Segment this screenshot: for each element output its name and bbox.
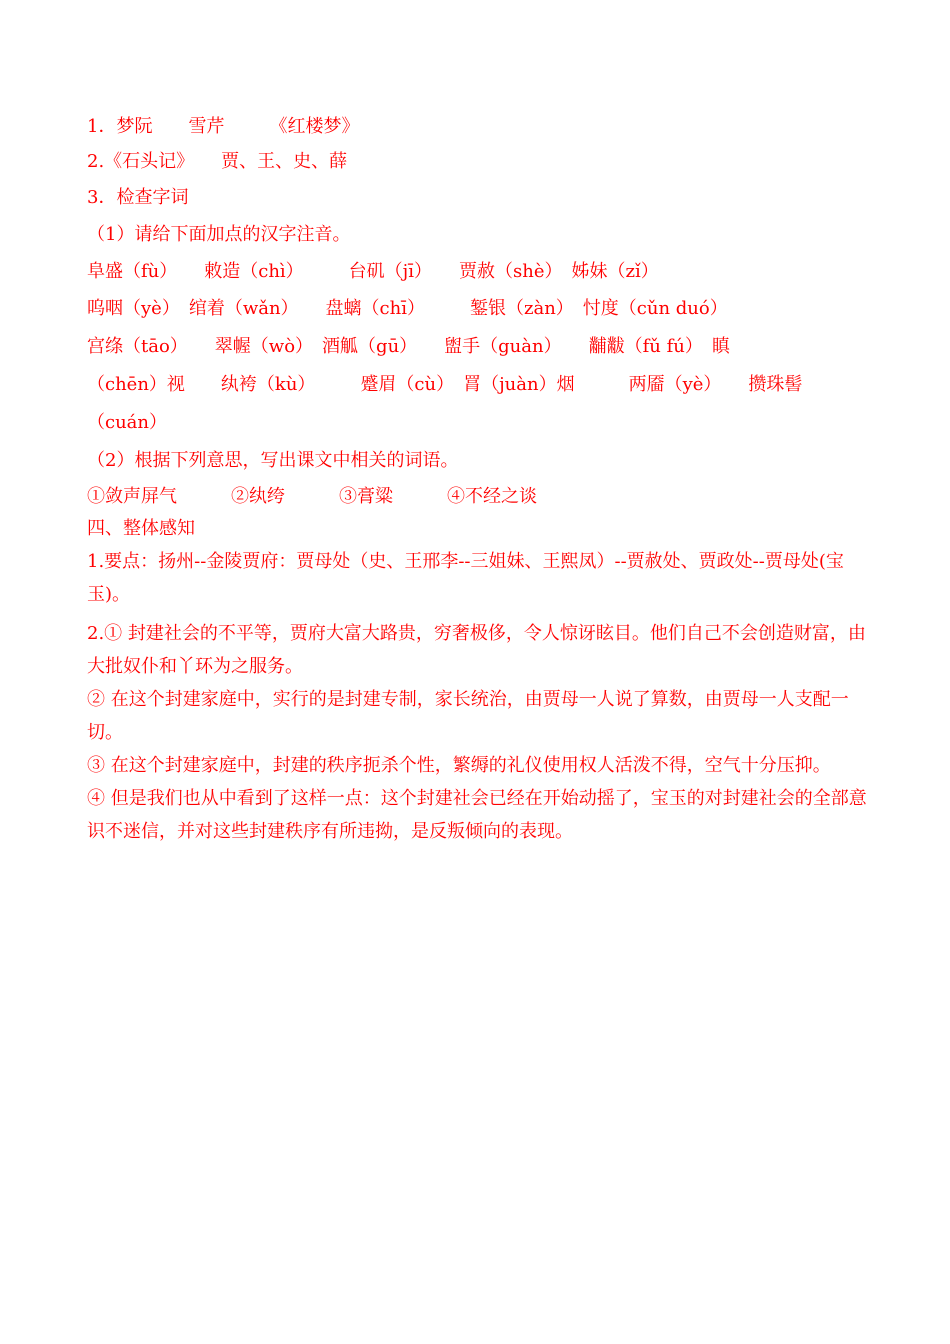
vocabulary-answers: ①敛声屏气 ②纨绔 ③膏粱 ④不经之谈 <box>87 486 537 507</box>
pinyin-row-4: （chēn）视 纨袴（kù） 蹙眉（cù） 罥（juàn）烟 两靥（yè） 攒珠髻 <box>87 374 803 395</box>
summary-point-2-4: ④ 但是我们也从中看到了这样一点：这个封建社会已经在开始动摇了，宝玉的对封建社会的全部意识不迷信，并对这些封建秩序有所违拗，是反叛倾向的表现。 <box>87 788 867 842</box>
answer-2: 2.《石头记》 贾、王、史、薛 <box>87 151 348 172</box>
summary-point-2-1: 2.① 封建社会的不平等，贾府大富大路贵，穷奢极侈，令人惊讶眩目。他们自己不会创造财富，由大批奴仆和丫环为之服务。 <box>87 623 866 677</box>
answer-3-heading: 3．检查字词 <box>87 187 189 208</box>
pinyin-row-2: 呜咽（yè） 绾着（wǎn） 盘螭（chī） 錾银（zàn） 忖度（cǔn duó） <box>87 298 728 319</box>
summary-point-2-3: ③ 在这个封建家庭中，封建的秩序扼杀个性，繁缛的礼仪使用权人活泼不得，空气十分压抑。 <box>87 755 831 776</box>
subquestion-2-heading: （2）根据下列意思，写出课文中相关的词语。 <box>87 450 459 471</box>
pinyin-row-1: 阜盛（fù） 敕造（chì） 台矶（jī） 贾赦（shè） 姊妹（zǐ） <box>87 261 659 282</box>
section-4-heading: 四、整体感知 <box>87 518 195 539</box>
answer-1: 1．梦阮 雪芹 《红楼梦》 <box>87 116 360 137</box>
summary-point-1: 1.要点：扬州--金陵贾府：贾母处（史、王邢李--三姐妹、王熙凤）--贾赦处、贾政处--贾母处(宝玉)。 <box>87 551 844 605</box>
pinyin-row-3: 宫绦（tāo） 翠幄（wò） 酒觚（gū） 盥手（guàn） 黼黻（fǔ fú） 瞋 <box>87 336 730 357</box>
pinyin-row-5: （cuán） <box>87 412 167 433</box>
summary-point-2-2: ② 在这个封建家庭中，实行的是封建专制，家长统治，由贾母一人说了算数，由贾母一人支配一切。 <box>87 689 849 743</box>
subquestion-1-heading: （1）请给下面加点的汉字注音。 <box>87 224 351 245</box>
